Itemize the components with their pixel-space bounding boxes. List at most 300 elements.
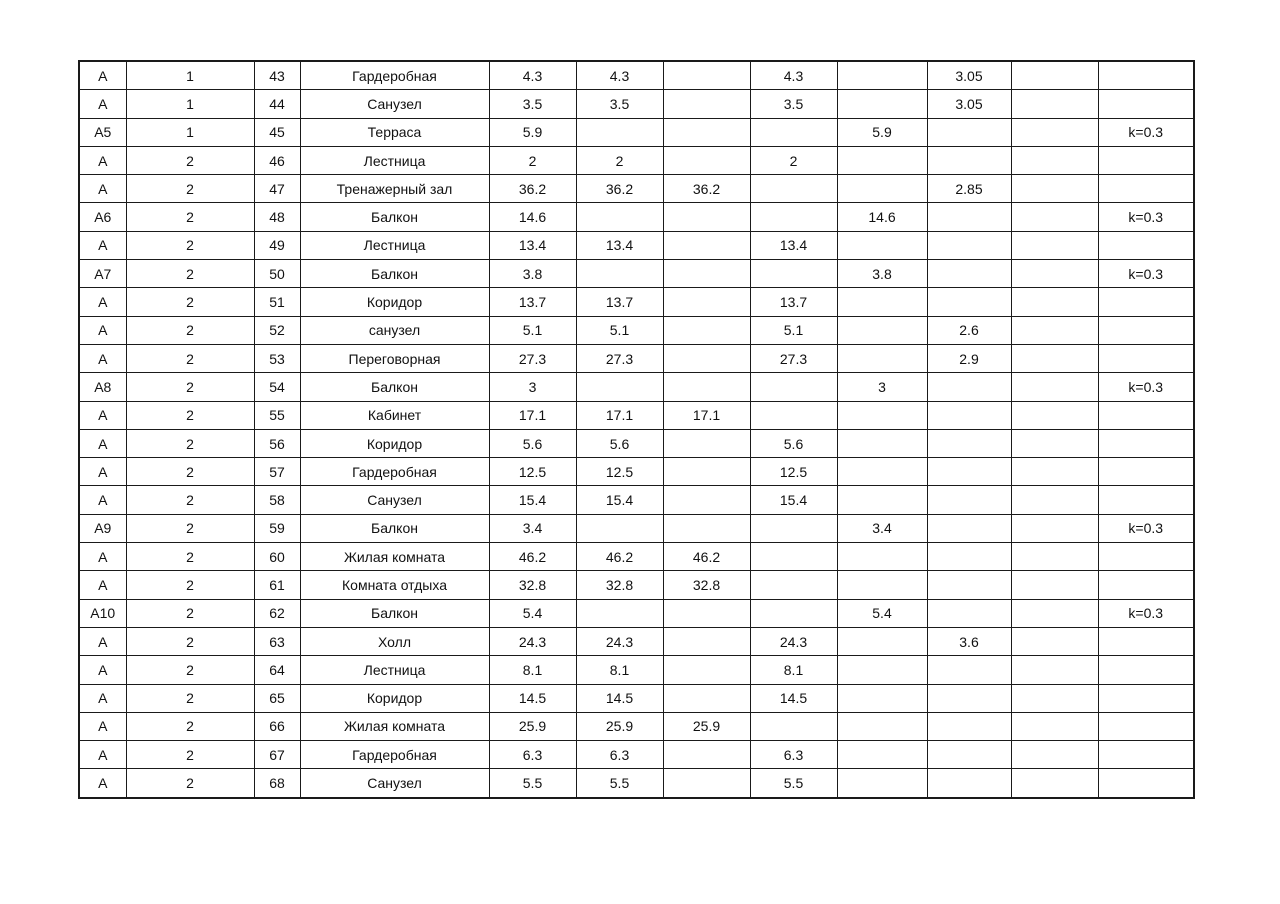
section-cell: А [79, 344, 126, 372]
table-row [79, 543, 1194, 571]
table-row [79, 627, 1194, 655]
area-col-4-cell [750, 571, 837, 599]
table-row [79, 571, 1194, 599]
room-number-cell: 54 [254, 373, 300, 401]
area-col-4-cell: 6.3 [750, 741, 837, 769]
table-row [79, 401, 1194, 429]
area-col-3-cell [663, 486, 750, 514]
table-row [79, 231, 1194, 259]
height-cell [927, 486, 1011, 514]
area-col-4-cell [750, 373, 837, 401]
height-cell [927, 599, 1011, 627]
room-name-cell: Санузел [300, 90, 489, 118]
floor-cell: 2 [126, 543, 254, 571]
height-cell [927, 429, 1011, 457]
room-name-cell: Тренажерный зал [300, 175, 489, 203]
section-cell: А [79, 316, 126, 344]
area-col-5-cell [837, 543, 927, 571]
floor-cell: 2 [126, 203, 254, 231]
area-cell: 5.5 [489, 769, 576, 798]
room-name-cell: Санузел [300, 769, 489, 798]
area-col-3-cell: 32.8 [663, 571, 750, 599]
room-number-cell: 45 [254, 118, 300, 146]
empty-col-cell [1011, 288, 1098, 316]
area-col-4-cell: 12.5 [750, 458, 837, 486]
area-col-3-cell [663, 316, 750, 344]
area-col-2-cell: 13.4 [576, 231, 663, 259]
area-col-5-cell [837, 486, 927, 514]
area-col-5-cell: 3.4 [837, 514, 927, 542]
section-cell: А10 [79, 599, 126, 627]
area-col-2-cell: 25.9 [576, 712, 663, 740]
note-cell [1098, 344, 1194, 372]
room-area-table [78, 60, 1195, 799]
area-col-2-cell: 3.5 [576, 90, 663, 118]
height-cell [927, 231, 1011, 259]
empty-col-cell [1011, 260, 1098, 288]
area-col-3-cell [663, 231, 750, 259]
area-cell: 8.1 [489, 656, 576, 684]
area-col-2-cell: 27.3 [576, 344, 663, 372]
table-row [79, 712, 1194, 740]
note-cell [1098, 61, 1194, 90]
room-number-cell: 67 [254, 741, 300, 769]
area-col-4-cell: 24.3 [750, 627, 837, 655]
area-col-5-cell: 3 [837, 373, 927, 401]
section-cell: А [79, 401, 126, 429]
room-name-cell: Жилая комната [300, 543, 489, 571]
height-cell [927, 146, 1011, 174]
note-cell [1098, 458, 1194, 486]
area-cell: 15.4 [489, 486, 576, 514]
height-cell [927, 684, 1011, 712]
height-cell [927, 543, 1011, 571]
height-cell: 3.05 [927, 90, 1011, 118]
area-col-5-cell [837, 61, 927, 90]
room-name-cell: Гардеробная [300, 458, 489, 486]
area-col-3-cell: 25.9 [663, 712, 750, 740]
room-number-cell: 44 [254, 90, 300, 118]
section-cell: А6 [79, 203, 126, 231]
empty-col-cell [1011, 401, 1098, 429]
room-number-cell: 51 [254, 288, 300, 316]
height-cell [927, 571, 1011, 599]
empty-col-cell [1011, 741, 1098, 769]
floor-cell: 2 [126, 571, 254, 599]
area-col-2-cell: 2 [576, 146, 663, 174]
area-col-2-cell: 5.1 [576, 316, 663, 344]
area-col-3-cell [663, 288, 750, 316]
area-col-3-cell [663, 260, 750, 288]
room-name-cell: Балкон [300, 260, 489, 288]
area-cell: 5.1 [489, 316, 576, 344]
area-cell: 12.5 [489, 458, 576, 486]
room-name-cell: Лестница [300, 231, 489, 259]
table-row [79, 90, 1194, 118]
floor-cell: 2 [126, 599, 254, 627]
empty-col-cell [1011, 61, 1098, 90]
area-col-5-cell [837, 344, 927, 372]
floor-cell: 2 [126, 458, 254, 486]
empty-col-cell [1011, 231, 1098, 259]
floor-cell: 2 [126, 769, 254, 798]
floor-cell: 2 [126, 373, 254, 401]
table-row [79, 344, 1194, 372]
height-cell [927, 769, 1011, 798]
note-cell [1098, 656, 1194, 684]
room-name-cell: Балкон [300, 514, 489, 542]
area-col-2-cell: 6.3 [576, 741, 663, 769]
room-name-cell: Гардеробная [300, 741, 489, 769]
area-cell: 3 [489, 373, 576, 401]
floor-cell: 2 [126, 175, 254, 203]
empty-col-cell [1011, 514, 1098, 542]
table-row [79, 486, 1194, 514]
section-cell: А [79, 741, 126, 769]
area-col-2-cell: 8.1 [576, 656, 663, 684]
section-cell: А5 [79, 118, 126, 146]
area-col-3-cell [663, 684, 750, 712]
area-cell: 3.4 [489, 514, 576, 542]
room-number-cell: 61 [254, 571, 300, 599]
note-cell [1098, 684, 1194, 712]
empty-col-cell [1011, 203, 1098, 231]
section-cell: А [79, 627, 126, 655]
room-name-cell: Комната отдыха [300, 571, 489, 599]
section-cell: А7 [79, 260, 126, 288]
height-cell: 3.05 [927, 61, 1011, 90]
table-row [79, 599, 1194, 627]
floor-cell: 2 [126, 656, 254, 684]
area-col-4-cell: 8.1 [750, 656, 837, 684]
table-row [79, 61, 1194, 90]
area-col-2-cell [576, 260, 663, 288]
empty-col-cell [1011, 146, 1098, 174]
area-col-5-cell [837, 571, 927, 599]
area-col-2-cell [576, 118, 663, 146]
note-cell [1098, 231, 1194, 259]
area-cell: 5.9 [489, 118, 576, 146]
section-cell: А [79, 429, 126, 457]
area-col-2-cell [576, 514, 663, 542]
empty-col-cell [1011, 712, 1098, 740]
height-cell: 2.9 [927, 344, 1011, 372]
note-cell [1098, 288, 1194, 316]
section-cell: А [79, 61, 126, 90]
floor-cell: 2 [126, 231, 254, 259]
height-cell: 3.6 [927, 627, 1011, 655]
room-number-cell: 48 [254, 203, 300, 231]
empty-col-cell [1011, 627, 1098, 655]
height-cell [927, 514, 1011, 542]
area-col-3-cell: 17.1 [663, 401, 750, 429]
empty-col-cell [1011, 769, 1098, 798]
section-cell: А [79, 146, 126, 174]
area-col-4-cell: 5.5 [750, 769, 837, 798]
floor-cell: 2 [126, 712, 254, 740]
empty-col-cell [1011, 429, 1098, 457]
area-col-5-cell [837, 146, 927, 174]
area-col-3-cell [663, 90, 750, 118]
empty-col-cell [1011, 656, 1098, 684]
room-number-cell: 63 [254, 627, 300, 655]
area-col-4-cell: 3.5 [750, 90, 837, 118]
area-col-2-cell: 17.1 [576, 401, 663, 429]
room-name-cell: Санузел [300, 486, 489, 514]
note-cell [1098, 543, 1194, 571]
section-cell: А [79, 486, 126, 514]
area-cell: 4.3 [489, 61, 576, 90]
area-col-3-cell [663, 514, 750, 542]
height-cell [927, 203, 1011, 231]
empty-col-cell [1011, 316, 1098, 344]
section-cell: А [79, 231, 126, 259]
empty-col-cell [1011, 458, 1098, 486]
area-col-2-cell: 5.5 [576, 769, 663, 798]
empty-col-cell [1011, 373, 1098, 401]
area-col-4-cell [750, 514, 837, 542]
room-number-cell: 60 [254, 543, 300, 571]
area-cell: 27.3 [489, 344, 576, 372]
table-row [79, 769, 1194, 798]
table-row [79, 514, 1194, 542]
room-number-cell: 57 [254, 458, 300, 486]
room-number-cell: 68 [254, 769, 300, 798]
room-name-cell: Балкон [300, 203, 489, 231]
floor-cell: 2 [126, 344, 254, 372]
note-cell [1098, 741, 1194, 769]
note-cell [1098, 429, 1194, 457]
area-col-5-cell [837, 656, 927, 684]
area-col-3-cell: 46.2 [663, 543, 750, 571]
area-col-4-cell: 15.4 [750, 486, 837, 514]
table-row [79, 316, 1194, 344]
area-col-2-cell: 32.8 [576, 571, 663, 599]
area-col-3-cell [663, 203, 750, 231]
area-cell: 14.6 [489, 203, 576, 231]
table-row [79, 146, 1194, 174]
area-col-2-cell: 12.5 [576, 458, 663, 486]
area-col-5-cell [837, 90, 927, 118]
area-col-4-cell [750, 203, 837, 231]
area-col-5-cell: 14.6 [837, 203, 927, 231]
height-cell [927, 458, 1011, 486]
room-name-cell: Переговорная [300, 344, 489, 372]
floor-cell: 2 [126, 514, 254, 542]
area-col-5-cell [837, 458, 927, 486]
note-cell: k=0.3 [1098, 203, 1194, 231]
section-cell: А [79, 175, 126, 203]
table-row [79, 203, 1194, 231]
area-col-5-cell [837, 175, 927, 203]
area-col-2-cell [576, 599, 663, 627]
area-col-4-cell [750, 260, 837, 288]
area-col-2-cell: 46.2 [576, 543, 663, 571]
table-row [79, 118, 1194, 146]
area-cell: 5.4 [489, 599, 576, 627]
area-col-2-cell: 5.6 [576, 429, 663, 457]
note-cell [1098, 175, 1194, 203]
floor-cell: 2 [126, 288, 254, 316]
area-cell: 14.5 [489, 684, 576, 712]
empty-col-cell [1011, 118, 1098, 146]
section-cell: А9 [79, 514, 126, 542]
area-cell: 3.5 [489, 90, 576, 118]
empty-col-cell [1011, 543, 1098, 571]
area-col-4-cell [750, 175, 837, 203]
room-number-cell: 56 [254, 429, 300, 457]
empty-col-cell [1011, 344, 1098, 372]
height-cell [927, 656, 1011, 684]
area-col-5-cell: 5.9 [837, 118, 927, 146]
height-cell [927, 373, 1011, 401]
room-name-cell: Балкон [300, 599, 489, 627]
section-cell: А [79, 656, 126, 684]
area-col-4-cell [750, 543, 837, 571]
note-cell [1098, 712, 1194, 740]
area-col-3-cell [663, 118, 750, 146]
area-col-3-cell [663, 599, 750, 627]
table-row [79, 741, 1194, 769]
note-cell [1098, 627, 1194, 655]
area-col-2-cell: 36.2 [576, 175, 663, 203]
room-name-cell: Лестница [300, 146, 489, 174]
note-cell [1098, 486, 1194, 514]
area-col-4-cell: 14.5 [750, 684, 837, 712]
area-col-3-cell [663, 656, 750, 684]
area-col-3-cell [663, 769, 750, 798]
height-cell [927, 118, 1011, 146]
floor-cell: 2 [126, 146, 254, 174]
area-col-5-cell: 3.8 [837, 260, 927, 288]
area-col-2-cell: 13.7 [576, 288, 663, 316]
area-col-5-cell [837, 741, 927, 769]
note-cell: k=0.3 [1098, 260, 1194, 288]
area-col-3-cell [663, 344, 750, 372]
note-cell [1098, 769, 1194, 798]
room-number-cell: 52 [254, 316, 300, 344]
table-row [79, 373, 1194, 401]
area-col-5-cell [837, 684, 927, 712]
area-cell: 24.3 [489, 627, 576, 655]
room-number-cell: 55 [254, 401, 300, 429]
area-col-3-cell [663, 458, 750, 486]
area-cell: 6.3 [489, 741, 576, 769]
note-cell [1098, 90, 1194, 118]
area-col-4-cell: 13.4 [750, 231, 837, 259]
area-cell: 13.7 [489, 288, 576, 316]
table-row [79, 175, 1194, 203]
area-col-5-cell: 5.4 [837, 599, 927, 627]
room-number-cell: 59 [254, 514, 300, 542]
room-number-cell: 43 [254, 61, 300, 90]
room-name-cell: Балкон [300, 373, 489, 401]
room-name-cell: Коридор [300, 288, 489, 316]
room-name-cell: Гардеробная [300, 61, 489, 90]
table-row [79, 656, 1194, 684]
floor-cell: 2 [126, 684, 254, 712]
height-cell: 2.6 [927, 316, 1011, 344]
empty-col-cell [1011, 684, 1098, 712]
table-row [79, 288, 1194, 316]
area-cell: 32.8 [489, 571, 576, 599]
area-col-2-cell: 15.4 [576, 486, 663, 514]
area-col-2-cell [576, 203, 663, 231]
empty-col-cell [1011, 486, 1098, 514]
height-cell [927, 741, 1011, 769]
room-name-cell: санузел [300, 316, 489, 344]
room-number-cell: 66 [254, 712, 300, 740]
area-col-5-cell [837, 401, 927, 429]
empty-col-cell [1011, 175, 1098, 203]
floor-cell: 2 [126, 486, 254, 514]
room-number-cell: 46 [254, 146, 300, 174]
area-cell: 46.2 [489, 543, 576, 571]
floor-cell: 1 [126, 61, 254, 90]
room-number-cell: 64 [254, 656, 300, 684]
section-cell: А [79, 571, 126, 599]
room-number-cell: 50 [254, 260, 300, 288]
area-col-4-cell: 4.3 [750, 61, 837, 90]
area-col-2-cell: 14.5 [576, 684, 663, 712]
empty-col-cell [1011, 90, 1098, 118]
area-col-2-cell [576, 373, 663, 401]
area-col-3-cell [663, 627, 750, 655]
area-col-5-cell [837, 288, 927, 316]
note-cell [1098, 146, 1194, 174]
area-col-3-cell: 36.2 [663, 175, 750, 203]
room-number-cell: 65 [254, 684, 300, 712]
area-cell: 25.9 [489, 712, 576, 740]
floor-cell: 2 [126, 741, 254, 769]
section-cell: А [79, 543, 126, 571]
empty-col-cell [1011, 599, 1098, 627]
area-col-5-cell [837, 769, 927, 798]
area-col-3-cell [663, 61, 750, 90]
room-name-cell: Лестница [300, 656, 489, 684]
table-row [79, 458, 1194, 486]
area-col-3-cell [663, 146, 750, 174]
note-cell [1098, 401, 1194, 429]
height-cell [927, 260, 1011, 288]
room-name-cell: Коридор [300, 684, 489, 712]
floor-cell: 2 [126, 429, 254, 457]
area-col-4-cell [750, 401, 837, 429]
note-cell [1098, 316, 1194, 344]
height-cell [927, 712, 1011, 740]
section-cell: А [79, 712, 126, 740]
area-col-5-cell [837, 627, 927, 655]
area-col-5-cell [837, 712, 927, 740]
area-cell: 3.8 [489, 260, 576, 288]
area-col-4-cell: 2 [750, 146, 837, 174]
area-cell: 2 [489, 146, 576, 174]
area-cell: 5.6 [489, 429, 576, 457]
floor-cell: 1 [126, 118, 254, 146]
area-col-4-cell: 5.1 [750, 316, 837, 344]
area-col-3-cell [663, 429, 750, 457]
table-row [79, 684, 1194, 712]
section-cell: А [79, 458, 126, 486]
area-col-4-cell: 13.7 [750, 288, 837, 316]
area-col-4-cell [750, 712, 837, 740]
floor-cell: 2 [126, 260, 254, 288]
height-cell [927, 288, 1011, 316]
room-number-cell: 47 [254, 175, 300, 203]
room-number-cell: 49 [254, 231, 300, 259]
area-col-2-cell: 24.3 [576, 627, 663, 655]
area-cell: 36.2 [489, 175, 576, 203]
